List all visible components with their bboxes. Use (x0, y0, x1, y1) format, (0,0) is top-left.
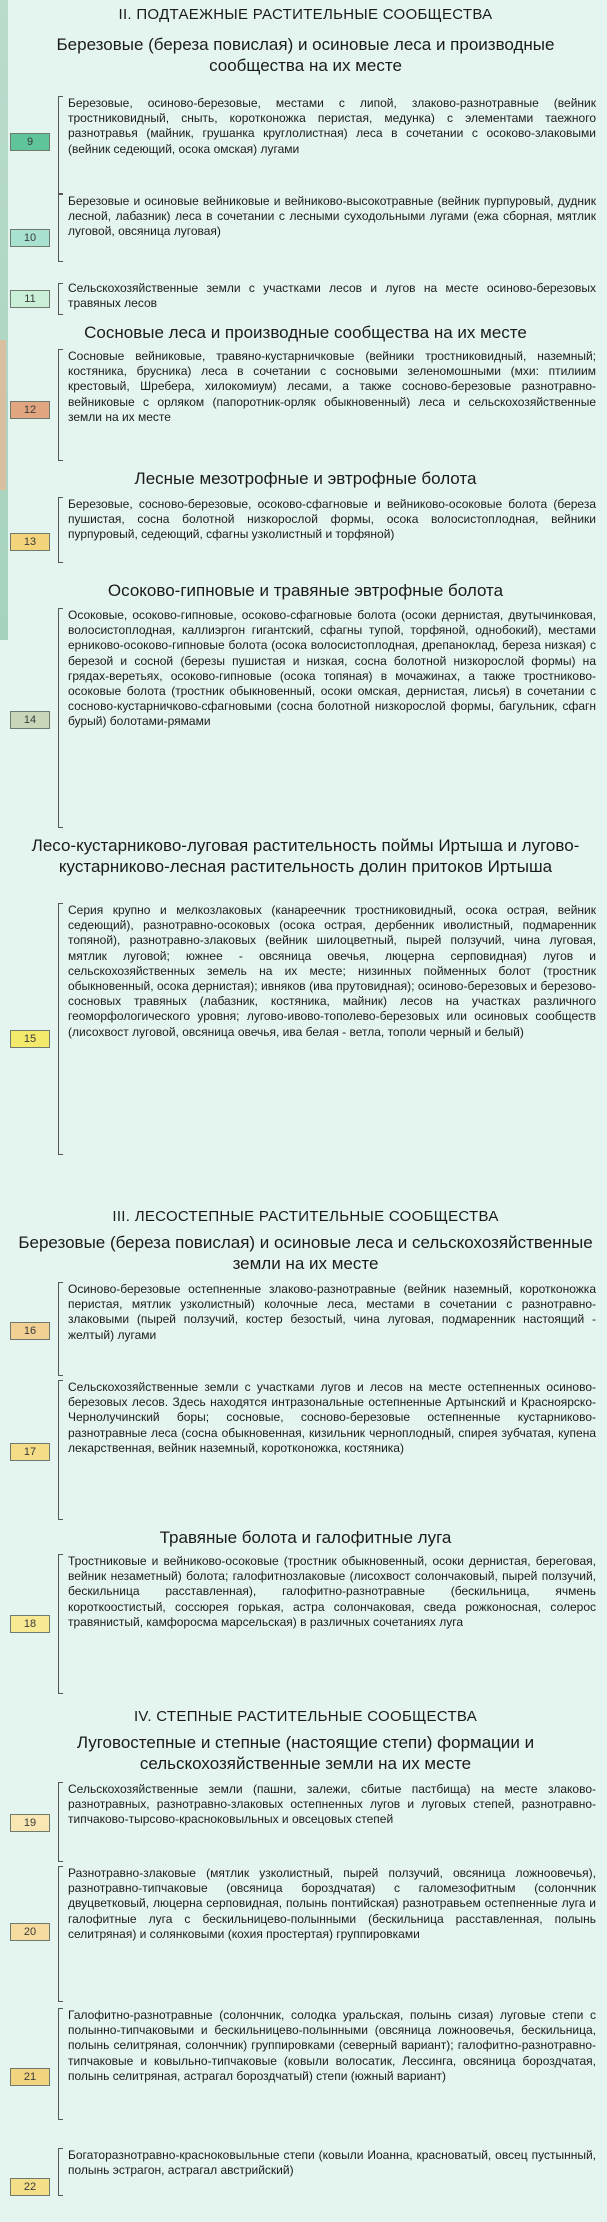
bracket-18 (58, 1554, 63, 1694)
bracket-15 (58, 903, 63, 1155)
legend-swatch-20: 20 (10, 1923, 50, 1941)
bracket-20 (58, 1866, 63, 2002)
legend-swatch-16: 16 (10, 1322, 50, 1340)
legend-swatch-14: 14 (10, 711, 50, 729)
section-title-subtaiga: II. ПОДТАЕЖНЫЕ РАСТИТЕЛЬНЫЕ СООБЩЕСТВА (118, 6, 493, 23)
legend-swatch-21: 21 (10, 2068, 50, 2086)
section-title-steppe: IV. СТЕПНЫЕ РАСТИТЕЛЬНЫЕ СООБЩЕСТВА (133, 1708, 478, 1725)
map-edge-strip (0, 0, 8, 640)
group-title-birch-aspen: Березовые (береза повислая) и осиновые леса и производные сообщества на их месте (56, 35, 555, 75)
legend-text-21: Галофитно-разнотравные (солончник, солодка уральская, полынь сизая) луговые степи с полынно-типчаковыми и бескильницево-полынными (овсяница ложноовечья, бескильница, полынь селитряная, солончник) группировками (северный вариант); галофитно-разнотравно-типчаковые и ковыльно-типчаковые (ковыли волосатик, Лессинга, овсяница бороздчатая, полынь селитряная, астрагал бороздчатый) степи (южный вариант) (68, 2008, 596, 2083)
legend-swatch-11: 11 (10, 290, 50, 308)
group-title-sedge-bogs: Осоково-гипновые и травяные эвтрофные болота (107, 581, 504, 600)
legend-text-9: Березовые, осиново-березовые, местами с липой, злаково-разнотравные (вейник тростниковидный, сныть, коротконожка перистая, медунка) с элементами таежного разнотравья (майник, грушанка круглолистная) леса в сочетании с осоково-злаковыми (вейник седеющий, осока омская) лугами (68, 96, 596, 156)
section-title-forest-steppe: III. ЛЕСОСТЕПНЫЕ РАСТИТЕЛЬНЫЕ СООБЩЕСТВА (112, 1208, 499, 1225)
group-title-pine: Сосновые леса и производные сообщества на их месте (84, 323, 527, 342)
legend-swatch-10: 10 (10, 229, 50, 247)
legend-text-13: Березовые, сосново-березовые, осоково-сфагновые и вейниково-осоковые болота (береза пушистая, сосна болотной низкорослой формы, осока волосистоплодная, вейники пурпуровый, седеющий, сфагны узколистный и торфяной) (68, 497, 596, 542)
map-edge-strip-tan (0, 340, 6, 490)
legend-text-22: Богаторазнотравно-красноковыльные степи (ковыли Иоанна, красноватый, овсец пустынный, полынь эстрагон, астрагал австрийский) (68, 2148, 596, 2178)
bracket-9 (58, 96, 63, 194)
legend-text-10: Березовые и осиновые вейниковые и вейниково-высокотравные (вейник пурпуровый, дудник лесной, лабазник) леса в сочетании с лесными суходольными лугами (ежа сборная, мятлик луговой, овсяница луговая) (68, 194, 596, 239)
legend-swatch-9: 9 (10, 133, 50, 151)
legend-swatch-13: 13 (10, 533, 50, 551)
group-title-forest-bogs: Лесные мезотрофные и эвтрофные болота (134, 469, 477, 488)
group-title-birch-aspen-agri: Березовые (береза повислая) и осиновые леса и сельскохозяйственные земли на их месте (18, 1233, 593, 1273)
bracket-13 (58, 497, 63, 563)
legend-swatch-19: 19 (10, 1814, 50, 1832)
bracket-14 (58, 608, 63, 828)
legend-text-14: Осоковые, осоково-гипновые, осоково-сфагновые болота (осоки дернистая, двутычинковая, волосистоплодная, каллиэргон гигантский, сфагны тупой, торфяной, однобокий), местами ерниково-осоково-гипновые болота (осока волосистоплодная, дрепаноклад, береза низкая) с березой и сосной (березы пушистая и низкая, сосна болотной низкорослой формы) на грядах-веретьях, осоково-гипновые (осока топяная) в мочажинах, а также тростниково-осоковые болота (тростник обыкновенный, осоки омская, дернистая, лисья) в сочетании с сосново-кустарничково-сфагновыми (сосна болотной низкорослой формы, багульник, сфагн бурый) болотами-рямами (68, 608, 596, 729)
bracket-12 (58, 349, 63, 461)
legend-text-17: Сельскохозяйственные земли с участками лугов и лесов на месте остепненных осиново-березовых лесов. Здесь находятся интразональные остепненные Артынский и Красноярско-Чернолучинский боры; сосновые, сосново-березовые остепненные кустарниково-разнотравные леса (сосна обыкновенная, кизильник черноплодный, спирея зубчатая, купена лекарственная, вейник наземный, коротконожка, костяника) (68, 1380, 596, 1455)
legend-swatch-15: 15 (10, 1030, 50, 1048)
legend-text-19: Сельскохозяйственные земли (пашни, залежи, сбитые пастбища) на месте злаково-разнотравных, разнотравно-злаковых остепненных лугов и луговых степей, разнотравно-типчаково-тырсово-красноковыльных и овсецовых степей (68, 1782, 596, 1827)
legend-text-18: Тростниковые и вейниково-осоковые (тростник обыкновенный, осоки дернистая, береговая, вейник незаметный) болота; галофитнозлаковые (лисохвост солончаковый, пырей ползучий, бескильница расставленная), галофитно-разнотравные (бескильница, ячмень короткоостистый, соссюрея горькая, астра солончаковая, сведа рожконосная, солерос травянистый, камфоросма марсельская) в различных сочетаниях луга (68, 1554, 596, 1629)
legend-swatch-12: 12 (10, 401, 50, 419)
legend-text-16: Осиново-березовые остепненные злаково-разнотравные (вейник наземный, коротконожка перистая, мятлик узколистный) колочные леса, местами в сочетании с разнотравно-злаковыми (пырей ползучий, костер безостый, чина луговая, подмаренник настоящий - желтый) лугами (68, 1282, 596, 1342)
legend-swatch-17: 17 (10, 1443, 50, 1461)
legend-swatch-18: 18 (10, 1615, 50, 1633)
bracket-19 (58, 1782, 63, 1862)
bracket-22 (58, 2148, 63, 2196)
legend-text-20: Разнотравно-злаковые (мятлик узколистный, пырей ползучий, овсяница ложноовечья), разнотравно-типчаковые (овсяница бороздчатая) с галомезофитным (солончник двуцветковый, люцерна серповидная, полынь понтийская) разнотравьем остепненные луга и галофитные луга с бескильницево-полынными (бескильница расставленная, полынь селитряная) и солянковыми (кохия простертая) группировками (68, 1866, 596, 1941)
group-title-steppe-formations: Луговостепные и степные (настоящие степи) формации и сельскохозяйственные земли на их месте (76, 1733, 535, 1773)
bracket-17 (58, 1380, 63, 1520)
legend-text-11: Сельскохозяйственные земли с участками лесов и лугов на месте осиново-березовых травяных лесов (68, 281, 596, 311)
bracket-10 (58, 194, 63, 262)
bracket-11 (58, 283, 63, 315)
bracket-16 (58, 1282, 63, 1376)
legend-text-15: Серия крупно и мелкозлаковых (канареечник тростниковидный, осока острая, вейник седеющий), разнотравно-осоковых (осока острая, дербенник иволистный, подмаренник топяной), разнотравно-злаковых (вейник шилоцветный, пырей ползучий, чина луговая, мятлик луговой; южнее - овсяница овечья, люцерна серповидная) лугов и сельскохозяйственных земель на их месте; низинных пойменных болот (тростник обыкновенный, осока дернистая); ивняков (ива прутовидная); осиново-березовых и березово-сосновых травяных (лабазник, костяника, майник) лесов на участках различного геоморфологического уровня; лугово-ивово-тополево-березовых или осиновых сообществ (лисохвост луговой, овсяница овечья, ива белая - ветла, тополи черный и белый) (68, 903, 596, 1039)
legend-swatch-22: 22 (10, 2178, 50, 2196)
legend-text-12: Сосновые вейниковые, травяно-кустарничковые (вейники тростниковидный, наземный; костяника, брусника) леса в сочетании с сосновыми зеленомошными (мхи: птилиим крестовый, Шребера, хилокомиум) лесами, а также сосново-березовые разнотравно-вейниковые с орляком (папоротник-орляк обыкновенный) леса и сельскохозяйственные земли на их месте (68, 349, 596, 424)
bracket-21 (58, 2008, 63, 2120)
group-title-grass-bogs: Травяные болота и галофитные луга (159, 1528, 452, 1547)
group-title-irtysh-floodplain: Лесо-кустарниково-луговая растительность поймы Иртыша и лугово-кустарниково-лесная растительность долин притоков Иртыша (31, 836, 580, 876)
